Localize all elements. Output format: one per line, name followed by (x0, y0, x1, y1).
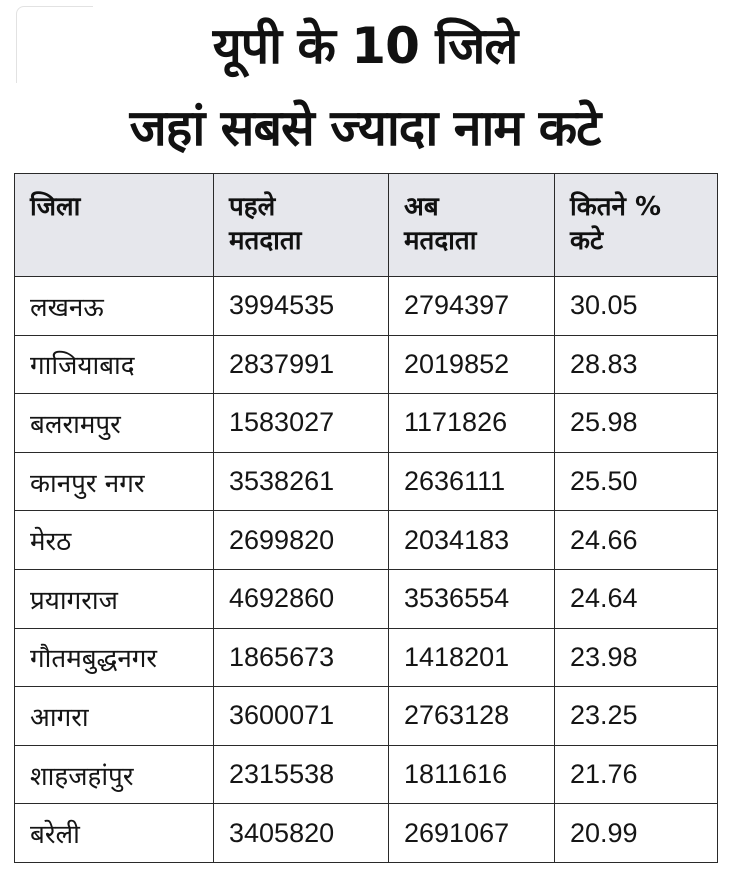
cell-district: बरेली (15, 804, 214, 863)
cell-current-voters: 1171826 (389, 394, 555, 453)
table-row (15, 569, 718, 628)
cell-previous-voters: 3405820 (214, 804, 389, 863)
table-row (15, 277, 718, 336)
cell-percent-removed: 25.50 (555, 452, 718, 511)
header-percent-removed: कितने % कटे (555, 174, 718, 277)
cell-district: गाजियाबाद (15, 335, 214, 394)
table-row (15, 745, 718, 804)
cell-district: शाहजहांपुर (15, 745, 214, 804)
cell-current-voters: 1418201 (389, 628, 555, 687)
table-row (15, 687, 718, 746)
cell-current-voters: 2691067 (389, 804, 555, 863)
cell-current-voters: 2019852 (389, 335, 555, 394)
cell-district: लखनऊ (15, 277, 214, 336)
cell-current-voters: 2034183 (389, 511, 555, 570)
cell-current-voters: 1811616 (389, 745, 555, 804)
cell-percent-removed: 24.64 (555, 569, 718, 628)
cell-percent-removed: 21.76 (555, 745, 718, 804)
cell-previous-voters: 3600071 (214, 687, 389, 746)
cell-previous-voters: 2315538 (214, 745, 389, 804)
header-district: जिला (15, 174, 214, 277)
cell-previous-voters: 1865673 (214, 628, 389, 687)
headline-line-1: यूपी के 10 जिले (212, 17, 518, 75)
cell-district: कानपुर नगर (15, 452, 214, 511)
header-current-voters: अब मतदाता (389, 174, 555, 277)
cell-district: मेरठ (15, 511, 214, 570)
cell-current-voters: 3536554 (389, 569, 555, 628)
cell-previous-voters: 3538261 (214, 452, 389, 511)
cell-current-voters: 2794397 (389, 277, 555, 336)
cell-percent-removed: 20.99 (555, 804, 718, 863)
cell-previous-voters: 1583027 (214, 394, 389, 453)
cell-percent-removed: 23.98 (555, 628, 718, 687)
cell-previous-voters: 2699820 (214, 511, 389, 570)
table-row (15, 452, 718, 511)
table-row (15, 335, 718, 394)
cell-district: प्रयागराज (15, 569, 214, 628)
cell-current-voters: 2763128 (389, 687, 555, 746)
cell-previous-voters: 4692860 (214, 569, 389, 628)
cell-district: गौतमबुद्धनगर (15, 628, 214, 687)
cell-percent-removed: 23.25 (555, 687, 718, 746)
cell-percent-removed: 30.05 (555, 277, 718, 336)
cell-previous-voters: 2837991 (214, 335, 389, 394)
table-row (15, 511, 718, 570)
cell-district: आगरा (15, 687, 214, 746)
table-header-row (15, 174, 718, 277)
district-voter-table (14, 173, 718, 863)
headline-line-2: जहां सबसे ज्यादा नाम कटे (129, 99, 601, 157)
header-previous-voters: पहले मतदाता (214, 174, 389, 277)
cell-percent-removed: 25.98 (555, 394, 718, 453)
table-row (15, 804, 718, 863)
cell-district: बलरामपुर (15, 394, 214, 453)
table-row (15, 628, 718, 687)
cell-current-voters: 2636111 (389, 452, 555, 511)
table-row (15, 394, 718, 453)
cell-previous-voters: 3994535 (214, 277, 389, 336)
cell-percent-removed: 28.83 (555, 335, 718, 394)
cell-percent-removed: 24.66 (555, 511, 718, 570)
